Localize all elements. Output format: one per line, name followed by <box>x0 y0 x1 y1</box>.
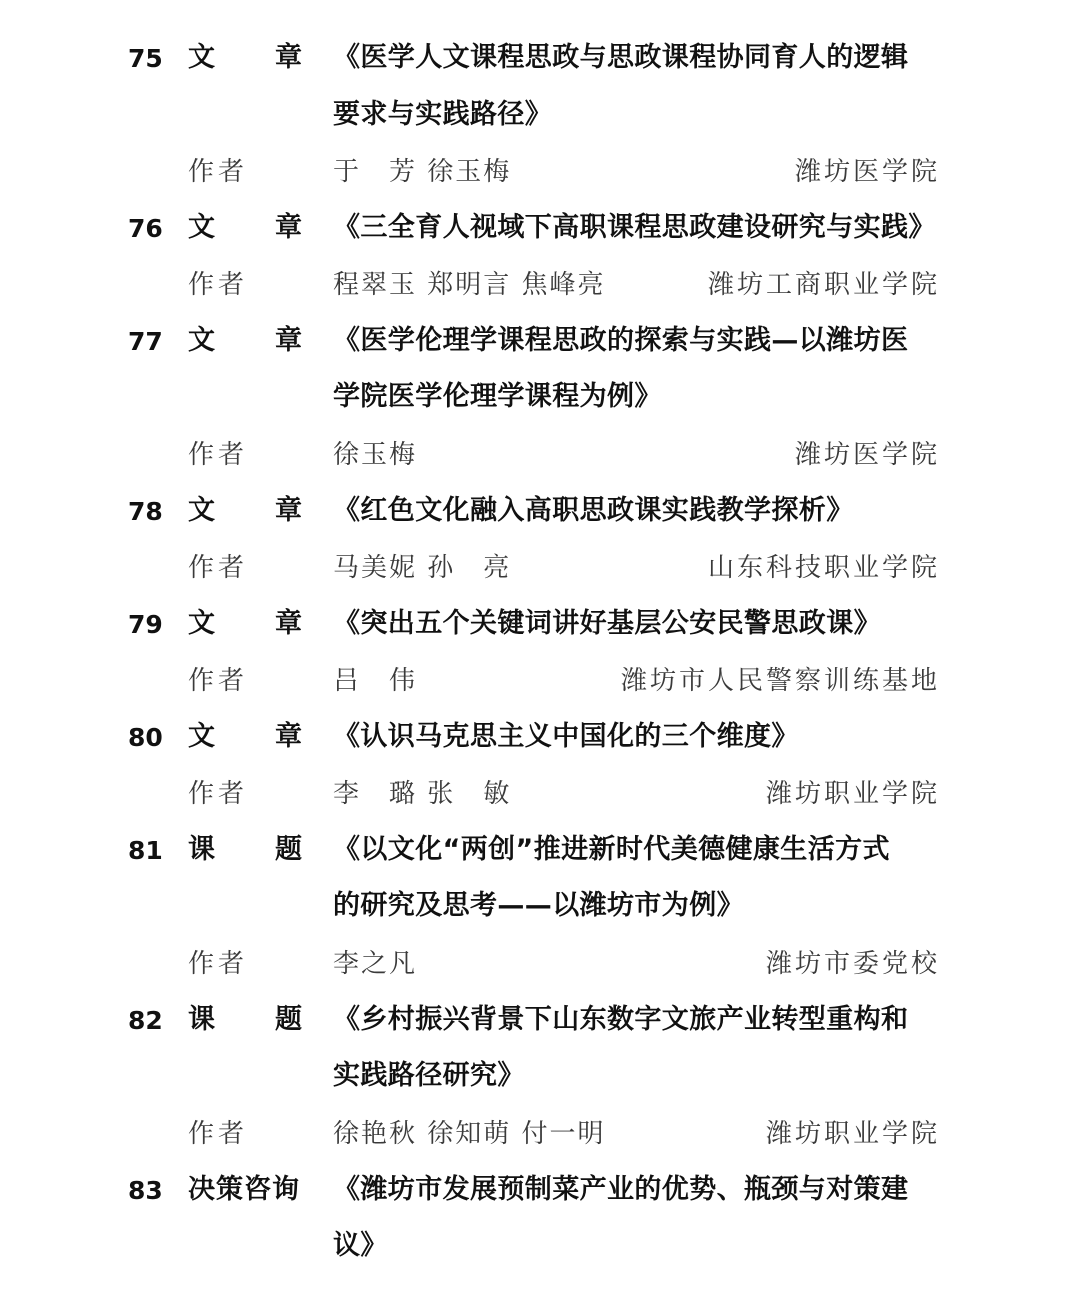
entry-79-row <box>0 597 1080 653</box>
entry-type <box>188 41 302 75</box>
author-organization: 潍坊市委党校 <box>765 949 940 979</box>
entry-title: 《潍坊市发展预制菜产业的优势、瓶颈与对策建 <box>333 1174 909 1205</box>
entry-title-continued: 的研究及思考——以潍坊市为例》 <box>333 890 744 921</box>
entry-title-continued: 议》 <box>333 1230 388 1261</box>
entry-type <box>188 607 302 641</box>
author-names: 于 芳 徐玉梅 <box>333 157 512 187</box>
entry-82-authors <box>0 1106 1080 1162</box>
entry-type-char: 题 <box>275 834 302 865</box>
entry-75-row <box>0 31 1080 87</box>
author-names: 吕 伟 <box>333 666 418 696</box>
entry-title: 《三全育人视域下高职课程思政建设研究与实践》 <box>333 212 936 243</box>
entry-title: 《红色文化融入高职思政课实践教学探析》 <box>333 495 854 526</box>
author-label: 作者 <box>188 779 249 809</box>
entry-type <box>188 1003 302 1037</box>
entry-type-char: 文 <box>188 608 215 639</box>
entry-type-char: 文 <box>188 495 215 526</box>
entry-78-authors <box>0 540 1080 596</box>
entry-title: 《医学伦理学课程思政的探索与实践—以潍坊医 <box>333 325 909 356</box>
entry-type-char: 章 <box>275 325 302 356</box>
author-organization: 山东科技职业学院 <box>707 553 940 583</box>
entry-83-title-cont <box>0 1219 1080 1275</box>
entry-type <box>188 720 302 754</box>
entry-type-char: 章 <box>275 212 302 243</box>
entry-type-char: 章 <box>275 721 302 752</box>
entry-title-continued: 实践路径研究》 <box>333 1060 525 1091</box>
entry-80-row <box>0 710 1080 766</box>
entry-type-char: 文 <box>188 212 215 243</box>
entry-80-authors <box>0 766 1080 822</box>
author-names: 李之凡 <box>333 949 418 979</box>
author-organization: 潍坊工商职业学院 <box>707 270 940 300</box>
entry-number: 79 <box>128 610 163 639</box>
entry-type-char: 章 <box>275 42 302 73</box>
entry-title: 《乡村振兴背景下山东数字文旅产业转型重构和 <box>333 1004 909 1035</box>
entry-77-title-cont <box>0 370 1080 426</box>
entry-number: 78 <box>128 497 163 526</box>
entry-type-char: 文 <box>188 721 215 752</box>
entry-type: 决策咨询 <box>188 1174 300 1205</box>
entry-title-continued: 学院医学伦理学课程为例》 <box>333 381 662 412</box>
entry-number: 77 <box>128 327 163 356</box>
entry-76-authors <box>0 257 1080 313</box>
entry-75-authors <box>0 144 1080 200</box>
author-label: 作者 <box>188 1119 249 1149</box>
entry-number: 83 <box>128 1176 163 1205</box>
author-names: 李 璐 张 敏 <box>333 779 512 809</box>
entry-79-authors <box>0 653 1080 709</box>
author-organization: 潍坊职业学院 <box>765 779 940 809</box>
author-label: 作者 <box>188 440 249 470</box>
author-label: 作者 <box>188 949 249 979</box>
entry-type-char: 题 <box>275 1004 302 1035</box>
entry-title: 《以文化“两创”推进新时代美德健康生活方式 <box>333 834 890 865</box>
entry-83-row <box>0 1163 1080 1219</box>
author-organization: 潍坊市人民警察训练基地 <box>620 666 940 696</box>
entry-81-row <box>0 823 1080 879</box>
entry-75-title-cont <box>0 88 1080 144</box>
author-label: 作者 <box>188 270 249 300</box>
entry-type <box>188 833 302 867</box>
entry-77-authors <box>0 427 1080 483</box>
author-label: 作者 <box>188 157 249 187</box>
entry-title: 《认识马克思主义中国化的三个维度》 <box>333 721 799 752</box>
entry-title: 《突出五个关键词讲好基层公安民警思政课》 <box>333 608 881 639</box>
entry-number: 81 <box>128 836 163 865</box>
entry-type <box>188 494 302 528</box>
author-names: 程翠玉 郑明言 焦峰亮 <box>333 270 606 300</box>
entry-title: 《医学人文课程思政与思政课程协同育人的逻辑 <box>333 42 909 73</box>
entry-type <box>188 324 302 358</box>
entry-78-row <box>0 484 1080 540</box>
entry-type <box>188 211 302 245</box>
author-organization: 潍坊医学院 <box>794 157 940 187</box>
author-label: 作者 <box>188 553 249 583</box>
author-organization: 潍坊医学院 <box>794 440 940 470</box>
author-label: 作者 <box>188 666 249 696</box>
author-names: 马美妮 孙 亮 <box>333 553 512 583</box>
entry-number: 75 <box>128 44 163 73</box>
entry-type-char: 课 <box>188 1004 215 1035</box>
entry-type-char: 章 <box>275 495 302 526</box>
entry-81-title-cont <box>0 879 1080 935</box>
entry-76-row <box>0 201 1080 257</box>
author-names: 徐玉梅 <box>333 440 418 470</box>
entry-82-row <box>0 993 1080 1049</box>
entry-title-continued: 要求与实践路径》 <box>333 99 553 130</box>
entry-81-authors <box>0 936 1080 992</box>
author-names: 徐艳秋 徐知萌 付一明 <box>333 1119 606 1149</box>
entry-type-char: 课 <box>188 834 215 865</box>
entry-number: 76 <box>128 214 163 243</box>
entry-type-char: 文 <box>188 42 215 73</box>
entry-82-title-cont <box>0 1049 1080 1105</box>
entry-77-row <box>0 314 1080 370</box>
entry-number: 80 <box>128 723 163 752</box>
entry-type-char: 文 <box>188 325 215 356</box>
entry-number: 82 <box>128 1006 163 1035</box>
author-organization: 潍坊职业学院 <box>765 1119 940 1149</box>
entry-type-char: 章 <box>275 608 302 639</box>
